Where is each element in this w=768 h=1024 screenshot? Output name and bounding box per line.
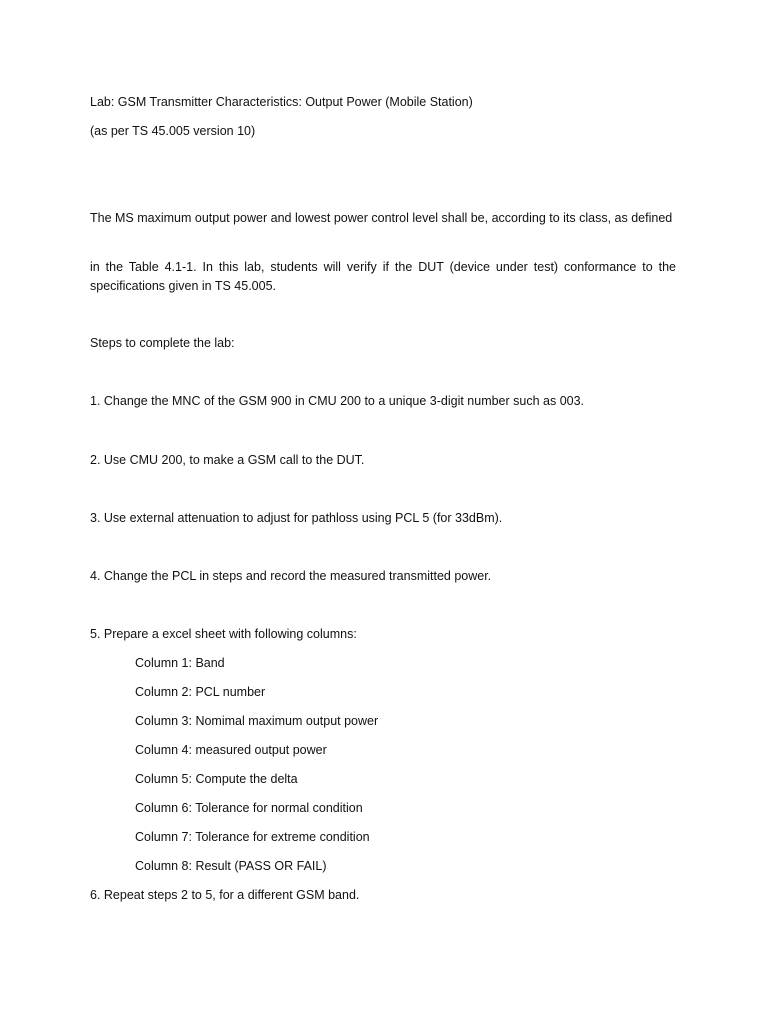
document-subtitle: (as per TS 45.005 version 10)	[90, 124, 256, 138]
intro-paragraph-1: The MS maximum output power and lowest power control level shall be, according to its class, as defined	[90, 211, 673, 225]
step-item-1: 1. Change the MNC of the GSM 900 in CMU 200 to a unique 3-digit number such as 003.	[90, 394, 585, 408]
column-item-8: Column 8: Result (PASS OR FAIL)	[135, 859, 327, 873]
column-item-3: Column 3: Nomimal maximum output power	[135, 714, 379, 728]
steps-heading: Steps to complete the lab:	[90, 336, 235, 350]
column-item-5: Column 5: Compute the delta	[135, 772, 298, 786]
column-item-6: Column 6: Tolerance for normal condition	[135, 801, 363, 815]
step-item-4: 4. Change the PCL in steps and record the measured transmitted power.	[90, 569, 492, 583]
column-item-4: Column 4: measured output power	[135, 743, 327, 757]
intro-paragraph-2: in the Table 4.1-1. In this lab, students will verify if the DUT (device under test) conformance to the specifications given in TS 45.005.	[90, 260, 676, 293]
step-item-2: 2. Use CMU 200, to make a GSM call to the DUT.	[90, 453, 365, 467]
step-item-5: 5. Prepare a excel sheet with following columns:	[90, 627, 357, 641]
step-item-3: 3. Use external attenuation to adjust for pathloss using PCL 5 (for 33dBm).	[90, 511, 503, 525]
column-item-1: Column 1: Band	[135, 656, 225, 670]
document-title: Lab: GSM Transmitter Characteristics: Output Power (Mobile Station)	[90, 95, 473, 109]
column-item-2: Column 2: PCL number	[135, 685, 266, 699]
column-item-7: Column 7: Tolerance for extreme condition	[135, 830, 370, 844]
step-item-6: 6. Repeat steps 2 to 5, for a different GSM band.	[90, 888, 360, 902]
